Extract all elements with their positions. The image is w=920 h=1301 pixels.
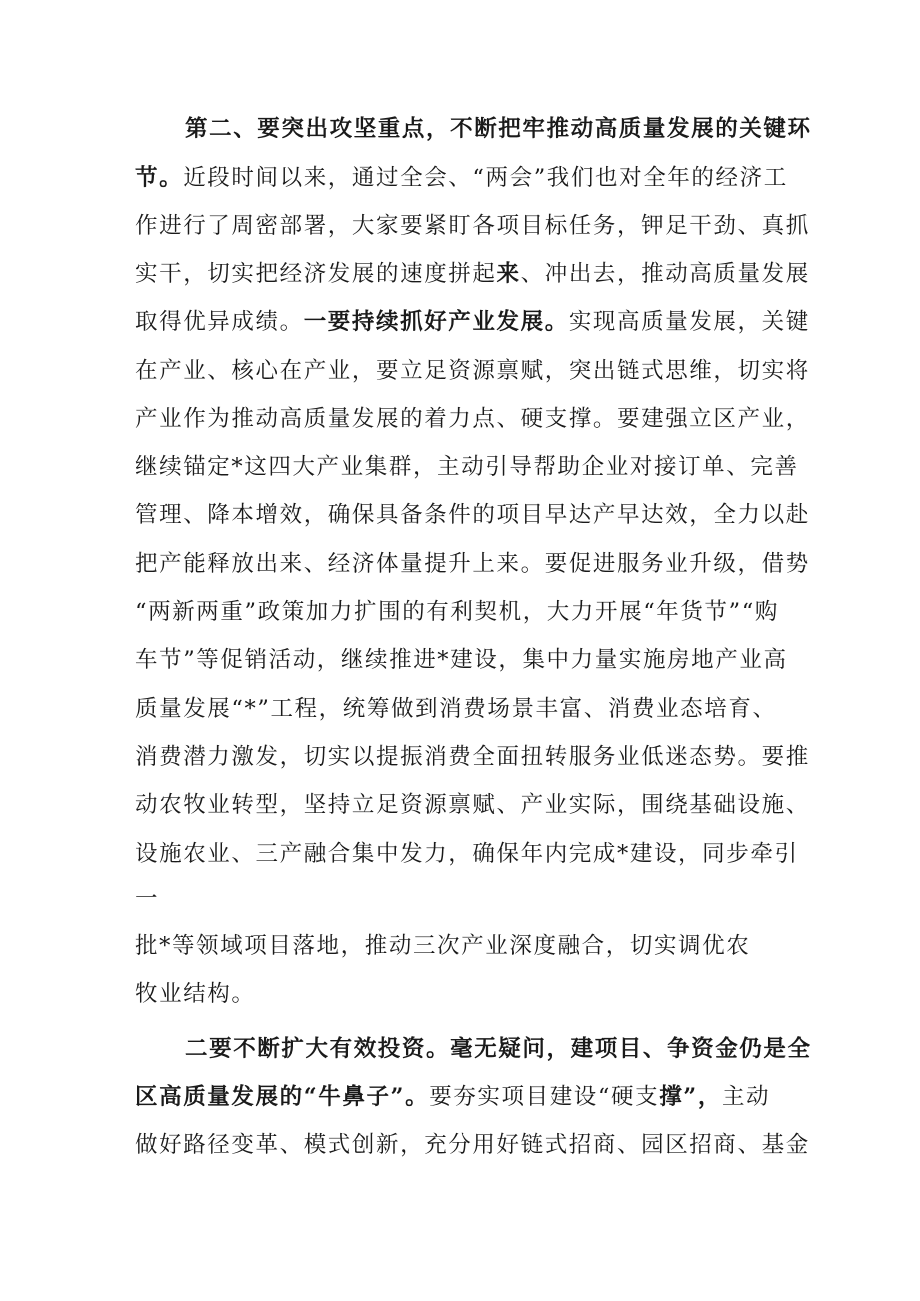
paragraph-line: [135, 1082, 785, 1112]
body-text: 产业作为推动高质量发展的着力点、硬支撑。要建强立区产业，: [135, 406, 810, 432]
paragraph-line: [135, 742, 810, 772]
paragraph-line: [185, 1034, 812, 1064]
section-heading: 第二、要突出攻坚重点，不断把牢推动高质量发展的关键环: [185, 116, 812, 142]
body-text: 车节”等促销活动，继续推进*建设，集中力量实施房地产业高: [135, 647, 788, 673]
paragraph-line: [135, 404, 810, 434]
paragraph-line: [135, 597, 785, 627]
body-text: 牧业结构。: [135, 981, 256, 1007]
body-text: 继续锚定*这四大产业集群，主动引导帮助企业对接订单、完善: [135, 454, 799, 480]
body-text: 消费潜力激发，切实以提振消费全面扭转服务业低迷态势。要推: [135, 744, 810, 770]
paragraph-line: [135, 500, 810, 530]
paragraph-line: [135, 356, 810, 386]
paragraph-line: [135, 211, 810, 241]
heading-tail: 节。: [135, 165, 184, 191]
bold-char: 来: [496, 261, 521, 287]
body-text: 质量发展“*”工程，统筹做到消费场景丰富、消费业态培育、: [135, 696, 777, 722]
paragraph-line: [185, 114, 812, 144]
paragraph-line: [135, 979, 785, 1009]
body-text: 批*等领域项目落地，推动三次产业深度融合，切实调优农: [135, 933, 751, 959]
body-text: 近段时间以来，通过全会、“两会”我们也对全年的经济工: [183, 165, 788, 191]
body-text: 一: [135, 886, 160, 912]
paragraph-line: [135, 163, 788, 193]
paragraph-line: [135, 259, 810, 289]
paragraph-line: [135, 931, 785, 961]
subheading: 一要持续抓好产业发展。: [303, 309, 569, 335]
body-text: 做好路径变革、模式创新，充分用好链式招商、园区招商、基金: [135, 1132, 810, 1158]
body-text: 要夯实项目建设“硬支: [429, 1084, 660, 1110]
paragraph-line: [135, 694, 785, 724]
subheading: 二要不断扩大有效投资。毫无疑问，建项目、争资金仍是全: [185, 1036, 812, 1062]
paragraph-line: [135, 645, 788, 675]
paragraph-line: [135, 1130, 810, 1160]
body-text: 把产能释放出来、经济体量提升上来。要促进服务业升级，借势: [135, 551, 810, 577]
paragraph-line: [135, 549, 810, 579]
paragraph-line: [135, 839, 799, 869]
body-text: 在产业、核心在产业，要立足资源禀赋，突出链式思维，切实将: [135, 358, 810, 384]
body-text: 、冲出去，推动高质量发展: [520, 261, 810, 287]
body-text: 设施农业、三产融合集中发力，确保年内完成*建设，同步牵引: [135, 841, 799, 867]
body-text: 取得优异成绩。: [135, 309, 304, 335]
paragraph-line: [135, 452, 799, 482]
body-text: 主动: [721, 1084, 771, 1110]
body-text: 实现高质量发展，关键: [568, 309, 810, 335]
body-text: “两新两重”政策加力扩围的有利契机，大力开展“年货节”“购: [135, 599, 779, 625]
body-text: 管理、降本增效，确保具备条件的项目早达产早达效，全力以赴: [135, 502, 810, 528]
bold-text: 撑”，: [659, 1084, 722, 1110]
subheading-tail: 区高质量发展的“牛鼻子”。: [135, 1084, 430, 1110]
paragraph-line: [135, 790, 810, 820]
body-text: 动农牧业转型，坚持立足资源禀赋、产业实际，围绕基础设施、: [135, 792, 810, 818]
body-text: 作进行了周密部署，大家要紧盯各项目标任务，钾足干劲、真抓: [135, 213, 810, 239]
paragraph-line: [135, 307, 810, 337]
body-text: 实干，切实把经济发展的速度拼起: [135, 261, 497, 287]
paragraph-line: [135, 884, 785, 914]
